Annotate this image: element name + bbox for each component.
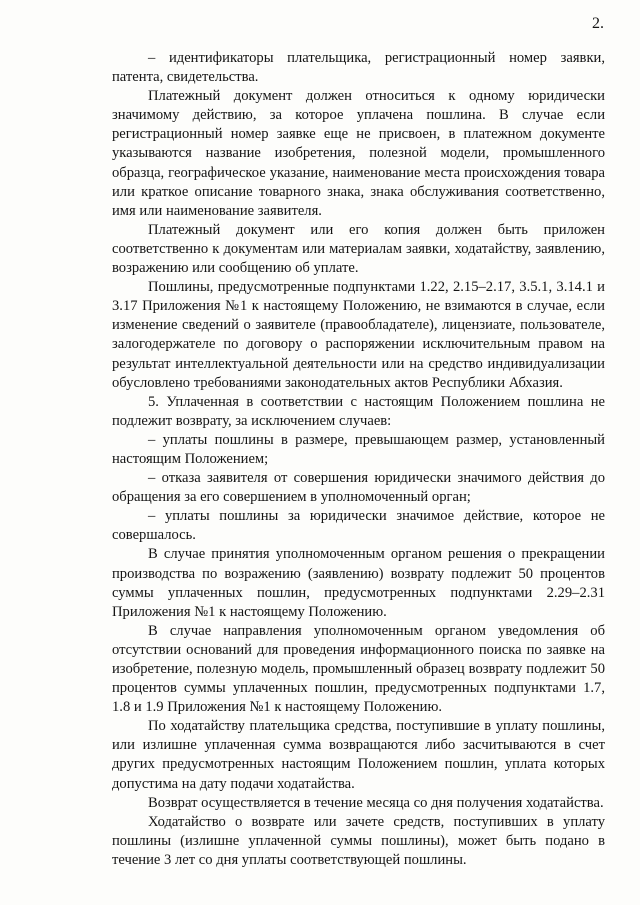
paragraph-search-refusal-refund: В случае направления уполномоченным органом уведомления об отсутствии оснований для проведения информационного поиска по заявке на изобретение, полезную модель, промышленный образец возврату подлежит 50 процентов суммы уплаченных пошлин, предусмотренных подпунктами 1.7, 1.8 и 1.9 Приложения №1 к настоящему Положению. (112, 622, 605, 716)
page-number: 2. (592, 15, 604, 32)
list-item-applicant-refusal: – отказа заявителя от совершения юридически значимого действия до обращения за его совершением в уполномоченный орган; (112, 470, 605, 506)
list-item-overpayment: – уплаты пошлины в размере, превышающем размер, установленный настоящим Положением; (112, 431, 605, 467)
paragraph-fee-exemptions: Пошлины, предусмотренные подпунктами 1.22, 2.15–2.17, 3.5.1, 3.14.1 и 3.17 Приложения №1 к настоящему Положению, не взимаются в случае, если изменение сведений о заявителе (правообладателе), лицензиате, пользователе, залогодержателе по договору о распоряжении исключительным правом на результат интеллектуальной деятельности или на средство индивидуализации обусловлено требованиями законодательных актов Республики Абхазия. (112, 279, 605, 391)
paragraph-payment-document-attachment: Платежный документ или его копия должен быть приложен соответственно к документам или материалам заявки, ходатайству, заявлению, возражению или сообщению об уплате. (112, 221, 605, 277)
paragraph-section-5-no-refund: 5. Уплаченная в соответствии с настоящим Положением пошлина не подлежит возврату, за исключением случаев: (112, 393, 605, 429)
paragraph-refund-period: Возврат осуществляется в течение месяца со дня получения ходатайства. (148, 794, 604, 811)
list-item-action-not-performed: – уплаты пошлины за юридически значимое действие, которое не совершалось. (112, 508, 605, 544)
paragraph-termination-refund: В случае принятия уполномоченным органом решения о прекращении производства по возражению (заявлению) возврату подлежит 50 процентов суммы уплаченных пошлин, предусмотренных подпунктами 2.29–2.31 Приложения №1 к настоящему Положению. (112, 546, 605, 620)
paragraph-payer-identifiers: – идентификаторы плательщика, регистрационный номер заявки, патента, свидетельства. (112, 50, 605, 86)
paragraph-request-time-limit: Ходатайство о возврате или зачете средств, поступивших в уплату пошлины (излишне уплаченной суммы пошлины), может быть подано в течение 3 лет со дня уплаты соответствующей пошлины. (112, 813, 605, 868)
paragraph-payment-document-single-action: Платежный документ должен относиться к одному юридически значимому действию, за которое уплачена пошлина. В случае если регистрационный номер заявке еще не присвоен, в платежном документе указываются название изобретения, полезной модели, промышленного образца, географическое указание, наименование места происхождения товара или краткое описание товарного знака, знака обслуживания соответственно, имя или наименование заявителя. (112, 88, 605, 219)
paragraph-refund-or-offset: По ходатайству плательщика средства, поступившие в уплату пошлины, или излишне уплаченная сумма возвращаются либо засчитываются в счет других предусмотренных настоящим Положением пошлин, уплата которых допустима на дату подачи ходатайства. (112, 718, 605, 792)
document-body (112, 49, 605, 870)
